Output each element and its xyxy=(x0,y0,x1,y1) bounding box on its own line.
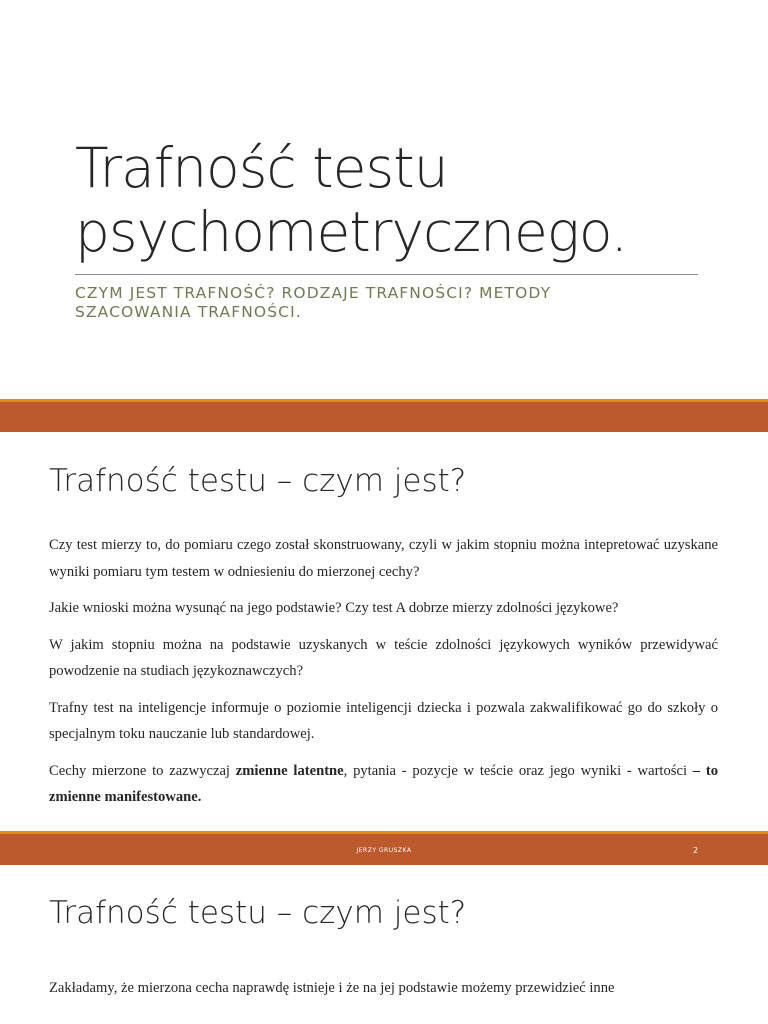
paragraph: Trafny test na inteligencje informuje o poziomie inteligencji dziecka i pozwala zakwalifikować go do szkoły o specjalnym toku nauczanie lub standardowej. xyxy=(49,699,718,742)
title-slide xyxy=(0,0,768,400)
content-slide-2 xyxy=(0,432,768,831)
slide-body xyxy=(49,532,718,821)
presentation-title xyxy=(75,136,715,264)
presentation-subtitle xyxy=(75,284,715,322)
subtitle-line-2: SZACOWANIA TRAFNOŚCI. xyxy=(75,303,302,321)
slide-body xyxy=(49,975,718,1012)
bold-term: zmienne latentne xyxy=(235,762,344,779)
slide-separator-band xyxy=(0,399,768,432)
slide-footer-band xyxy=(0,831,768,865)
slide-title: Trafność testu – czym jest? xyxy=(49,895,467,931)
subtitle-line-1: CZYM JEST TRAFNOŚĆ? RODZAJE TRAFNOŚCI? METODY xyxy=(75,284,552,302)
text-run: Cechy mierzone to zazwyczaj xyxy=(49,762,236,779)
content-slide-3 xyxy=(0,865,768,1024)
bold-term: – to zmienne manifestowane. xyxy=(49,762,718,805)
paragraph: W jakim stopniu można na podstawie uzyskanych w teście zdolności językowych wyników przewidywać powodzenie na studiach językoznawczych? xyxy=(49,636,718,679)
text-run: , pytania - pozycje w teście oraz jego wyniki - wartości xyxy=(343,762,693,779)
paragraph: Czy test mierzy to, do pomiaru czego został skonstruowany, czyli w jakim stopniu można intepretować uzyskane wyniki pomiaru tym testem w odniesieniu do mierzonej cechy? xyxy=(49,537,718,580)
paragraph: Jakie wnioski można wysunąć na jego podstawie? Czy test A dobrze mierzy zdolności językowe? xyxy=(49,600,619,616)
footer-author: JERZY GRUSZKA xyxy=(356,847,412,854)
title-line-1: Trafność testu xyxy=(75,136,448,200)
paragraph xyxy=(49,758,718,811)
paragraph: Zakładamy, że mierzona cecha naprawdę istnieje i że na jej podstawie możemy przewidzieć inne xyxy=(49,980,615,996)
title-divider xyxy=(75,274,698,275)
title-line-2: psychometrycznego. xyxy=(75,200,627,264)
slide-title: Trafność testu – czym jest? xyxy=(49,463,467,499)
page-number: 2 xyxy=(693,846,699,855)
